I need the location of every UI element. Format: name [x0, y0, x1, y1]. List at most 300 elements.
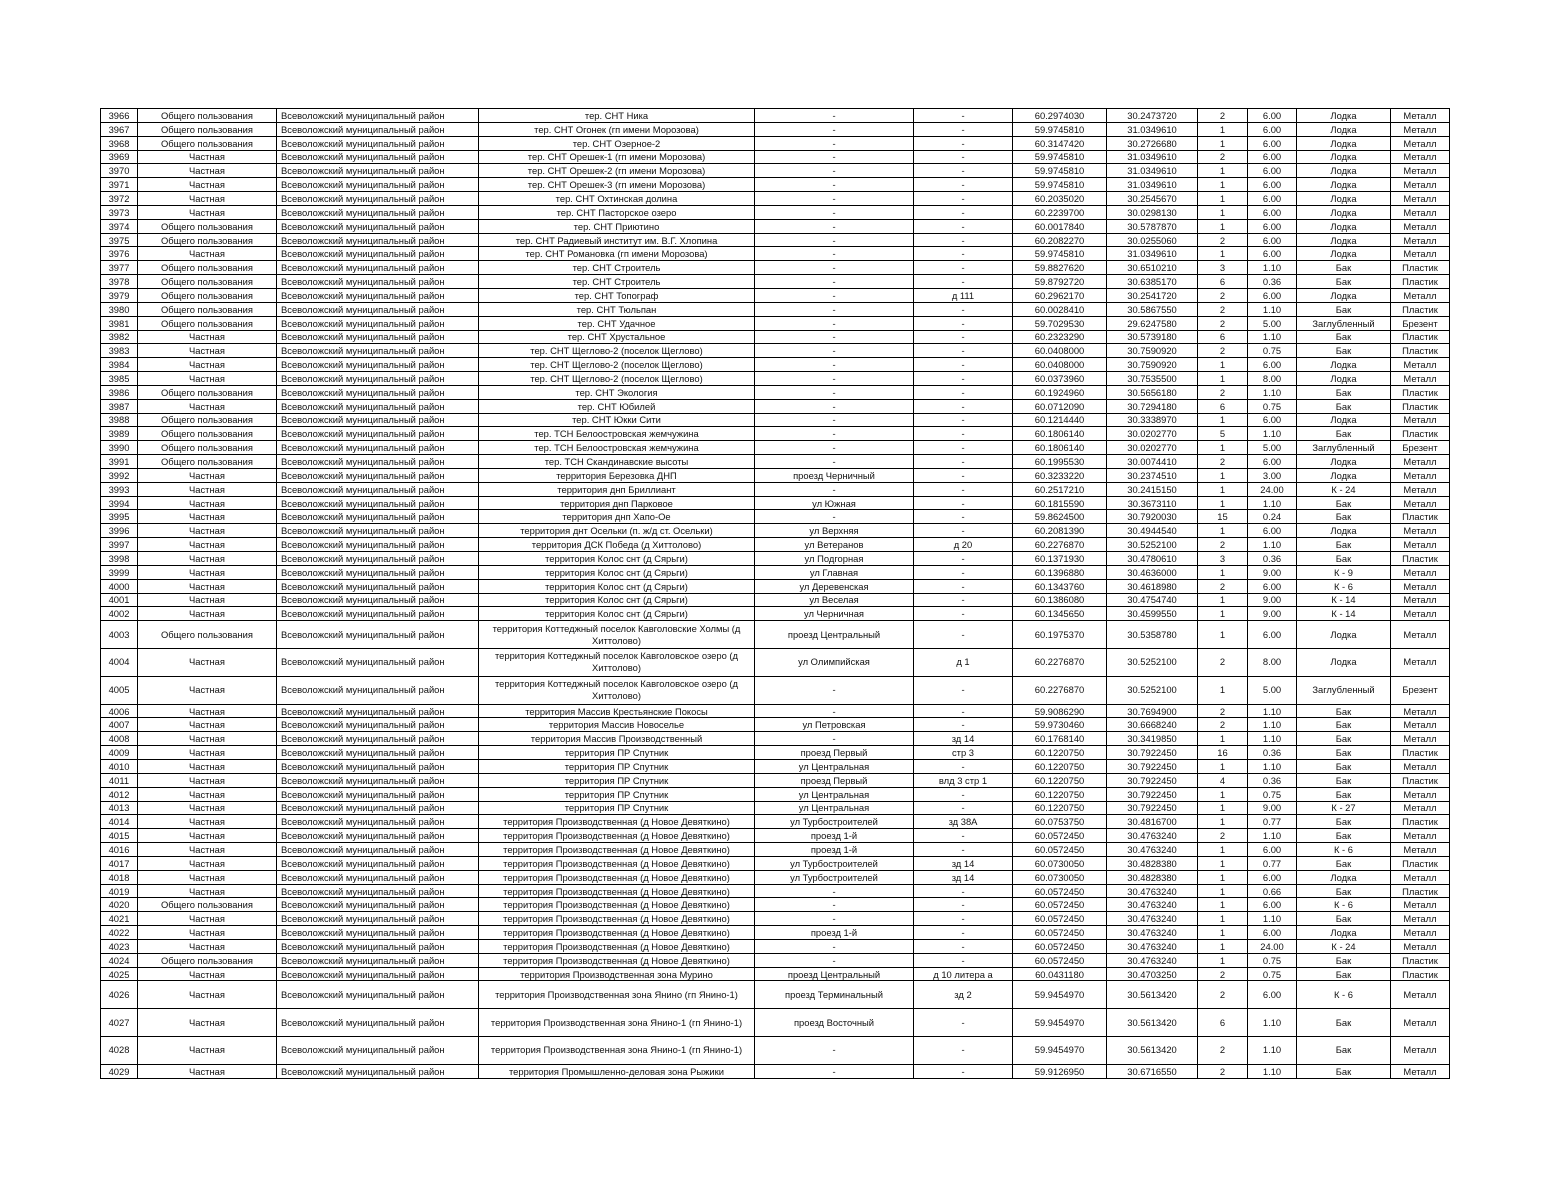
cell-longitude: 30.4763240 [1107, 884, 1198, 898]
cell-material: Металл [1391, 912, 1450, 926]
cell-building: - [914, 205, 1013, 219]
cell-volume: 1.10 [1248, 1064, 1297, 1078]
cell-container-type: Лодка [1297, 247, 1391, 261]
cell-district: Всеволожский муниципальный район [277, 843, 479, 857]
cell-longitude: 30.7590920 [1107, 358, 1198, 372]
cell-building: - [914, 164, 1013, 178]
table-row [101, 164, 1450, 178]
cell-container-type: Лодка [1297, 136, 1391, 150]
cell-longitude: 30.4828380 [1107, 856, 1198, 870]
cell-volume: 1.10 [1248, 718, 1297, 732]
cell-territory: территория ПР Спутник [479, 773, 755, 787]
cell-territory: территория Производственная (д Новое Девяткино) [479, 843, 755, 857]
cell-material: Пластик [1391, 773, 1450, 787]
cell-territory: территория ПР Спутник [479, 787, 755, 801]
cell-district: Всеволожский муниципальный район [277, 926, 479, 940]
cell-material: Металл [1391, 870, 1450, 884]
cell-latitude: 60.0572450 [1013, 884, 1107, 898]
cell-district: Всеволожский муниципальный район [277, 967, 479, 981]
cell-container-count: 2 [1198, 579, 1248, 593]
cell-latitude: 59.9745810 [1013, 122, 1107, 136]
table-row [101, 413, 1450, 427]
cell-building: - [914, 302, 1013, 316]
cell-ownership: Частная [138, 150, 277, 164]
table-row [101, 773, 1450, 787]
cell-latitude: 60.0572450 [1013, 829, 1107, 843]
table-row [101, 385, 1450, 399]
cell-street: - [755, 233, 914, 247]
table-row [101, 967, 1450, 981]
cell-street: - [755, 385, 914, 399]
cell-container-count: 1 [1198, 413, 1248, 427]
cell-container-count: 1 [1198, 732, 1248, 746]
cell-container-count: 6 [1198, 275, 1248, 289]
cell-latitude: 60.2276870 [1013, 538, 1107, 552]
table-row [101, 939, 1450, 953]
cell-volume: 5.00 [1248, 676, 1297, 704]
cell-volume: 6.00 [1248, 247, 1297, 261]
cell-latitude: 60.1220750 [1013, 787, 1107, 801]
cell-building: - [914, 939, 1013, 953]
cell-ownership: Частная [138, 773, 277, 787]
cell-ownership: Частная [138, 704, 277, 718]
cell-row-number: 3993 [101, 482, 138, 496]
cell-row-number: 3985 [101, 372, 138, 386]
cell-territory: тер. СНТ Приютино [479, 219, 755, 233]
cell-district: Всеволожский муниципальный район [277, 815, 479, 829]
cell-territory: территория Производственная зона Янино-1 (гп Янино-1) [479, 1037, 755, 1065]
cell-material: Металл [1391, 496, 1450, 510]
cell-latitude: 60.1815590 [1013, 496, 1107, 510]
cell-volume: 0.24 [1248, 510, 1297, 524]
cell-container-count: 1 [1198, 219, 1248, 233]
cell-volume: 0.36 [1248, 746, 1297, 760]
cell-longitude: 30.0298130 [1107, 205, 1198, 219]
cell-material: Металл [1391, 524, 1450, 538]
cell-row-number: 4019 [101, 884, 138, 898]
cell-street: ул Турбостроителей [755, 815, 914, 829]
cell-volume: 1.10 [1248, 1037, 1297, 1065]
cell-district: Всеволожский муниципальный район [277, 884, 479, 898]
cell-district: Всеволожский муниципальный район [277, 829, 479, 843]
cell-material: Металл [1391, 413, 1450, 427]
cell-longitude: 30.5739180 [1107, 330, 1198, 344]
cell-street: - [755, 884, 914, 898]
cell-district: Всеволожский муниципальный район [277, 150, 479, 164]
table-row [101, 178, 1450, 192]
cell-district: Всеволожский муниципальный район [277, 233, 479, 247]
cell-territory: тер. СНТ Озерное-2 [479, 136, 755, 150]
cell-container-count: 2 [1198, 718, 1248, 732]
cell-volume: 1.10 [1248, 261, 1297, 275]
cell-longitude: 30.7922450 [1107, 759, 1198, 773]
table-row [101, 787, 1450, 801]
cell-container-type: Бак [1297, 1064, 1391, 1078]
cell-container-type: Бак [1297, 496, 1391, 510]
cell-longitude: 30.3338970 [1107, 413, 1198, 427]
cell-container-type: Бак [1297, 718, 1391, 732]
cell-material: Металл [1391, 219, 1450, 233]
cell-material: Металл [1391, 759, 1450, 773]
cell-territory: тер. СНТ Щеглово-2 (поселок Щеглово) [479, 372, 755, 386]
cell-territory: территория Колос снт (д Сярьги) [479, 593, 755, 607]
cell-ownership: Общего пользования [138, 441, 277, 455]
cell-district: Всеволожский муниципальный район [277, 427, 479, 441]
cell-row-number: 4018 [101, 870, 138, 884]
cell-material: Металл [1391, 164, 1450, 178]
cell-building: - [914, 953, 1013, 967]
cell-street: ул Черничная [755, 607, 914, 621]
cell-row-number: 3987 [101, 399, 138, 413]
cell-ownership: Общего пользования [138, 953, 277, 967]
cell-building: - [914, 178, 1013, 192]
cell-container-type: Лодка [1297, 178, 1391, 192]
cell-volume: 0.75 [1248, 344, 1297, 358]
table-row [101, 676, 1450, 704]
cell-district: Всеволожский муниципальный район [277, 732, 479, 746]
cell-volume: 6.00 [1248, 164, 1297, 178]
cell-container-count: 1 [1198, 178, 1248, 192]
cell-building: - [914, 109, 1013, 123]
cell-longitude: 30.4780610 [1107, 552, 1198, 566]
cell-material: Металл [1391, 801, 1450, 815]
cell-longitude: 30.4763240 [1107, 843, 1198, 857]
cell-street: - [755, 413, 914, 427]
cell-territory: территория Производственная зона Янино-1 (гп Янино-1) [479, 1009, 755, 1037]
cell-building: - [914, 704, 1013, 718]
cell-district: Всеволожский муниципальный район [277, 898, 479, 912]
cell-building: - [914, 468, 1013, 482]
cell-street: - [755, 732, 914, 746]
cell-street: - [755, 676, 914, 704]
cell-district: Всеволожский муниципальный район [277, 455, 479, 469]
cell-container-type: Лодка [1297, 621, 1391, 649]
cell-container-type: Бак [1297, 427, 1391, 441]
table-row [101, 261, 1450, 275]
cell-street: ул Петровская [755, 718, 914, 732]
cell-building: зд 14 [914, 856, 1013, 870]
table-row [101, 593, 1450, 607]
cell-volume: 24.00 [1248, 939, 1297, 953]
cell-longitude: 30.4636000 [1107, 565, 1198, 579]
cell-material: Металл [1391, 372, 1450, 386]
cell-longitude: 30.4944540 [1107, 524, 1198, 538]
cell-latitude: 59.9745810 [1013, 150, 1107, 164]
cell-territory: территория Колос снт (д Сярьги) [479, 565, 755, 579]
cell-row-number: 3994 [101, 496, 138, 510]
document-page [100, 108, 1449, 1079]
cell-building: - [914, 718, 1013, 732]
cell-district: Всеволожский муниципальный район [277, 787, 479, 801]
cell-latitude: 60.1768140 [1013, 732, 1107, 746]
cell-district: Всеволожский муниципальный район [277, 856, 479, 870]
cell-latitude: 60.2323290 [1013, 330, 1107, 344]
table-row [101, 468, 1450, 482]
cell-material: Металл [1391, 981, 1450, 1009]
cell-district: Всеволожский муниципальный район [277, 552, 479, 566]
cell-latitude: 60.0753750 [1013, 815, 1107, 829]
cell-district: Всеволожский муниципальный район [277, 344, 479, 358]
cell-ownership: Общего пользования [138, 427, 277, 441]
cell-ownership: Общего пользования [138, 898, 277, 912]
cell-street: - [755, 316, 914, 330]
cell-container-count: 2 [1198, 385, 1248, 399]
cell-territory: тер. ТСН Белоостровская жемчужина [479, 427, 755, 441]
cell-district: Всеволожский муниципальный район [277, 372, 479, 386]
cell-latitude: 59.9745810 [1013, 164, 1107, 178]
cell-district: Всеволожский муниципальный район [277, 704, 479, 718]
cell-volume: 6.00 [1248, 898, 1297, 912]
cell-row-number: 3973 [101, 205, 138, 219]
cell-territory: территория Массив Новоселье [479, 718, 755, 732]
cell-street: ул Центральная [755, 759, 914, 773]
cell-longitude: 30.6510210 [1107, 261, 1198, 275]
cell-container-type: Бак [1297, 344, 1391, 358]
cell-row-number: 4017 [101, 856, 138, 870]
cell-container-count: 3 [1198, 552, 1248, 566]
cell-building: - [914, 358, 1013, 372]
cell-territory: территория Производственная (д Новое Девяткино) [479, 884, 755, 898]
cell-container-type: Лодка [1297, 649, 1391, 677]
cell-longitude: 30.4828380 [1107, 870, 1198, 884]
cell-longitude: 30.6385170 [1107, 275, 1198, 289]
cell-territory: территория Производственная (д Новое Девяткино) [479, 898, 755, 912]
cell-latitude: 59.9730460 [1013, 718, 1107, 732]
cell-material: Металл [1391, 787, 1450, 801]
cell-district: Всеволожский муниципальный район [277, 205, 479, 219]
table-row [101, 718, 1450, 732]
cell-material: Металл [1391, 178, 1450, 192]
cell-container-type: Бак [1297, 787, 1391, 801]
cell-latitude: 60.1806140 [1013, 441, 1107, 455]
cell-ownership: Частная [138, 1037, 277, 1065]
cell-latitude: 60.0572450 [1013, 926, 1107, 940]
cell-latitude: 60.1924960 [1013, 385, 1107, 399]
cell-street: - [755, 358, 914, 372]
cell-building: - [914, 843, 1013, 857]
cell-street: ул Верхняя [755, 524, 914, 538]
table-row [101, 1064, 1450, 1078]
cell-row-number: 4029 [101, 1064, 138, 1078]
cell-street: проезд 1-й [755, 926, 914, 940]
cell-territory: территория Производственная (д Новое Девяткино) [479, 856, 755, 870]
table-row [101, 538, 1450, 552]
cell-container-type: Бак [1297, 302, 1391, 316]
cell-territory: территория ПР Спутник [479, 759, 755, 773]
cell-container-count: 1 [1198, 122, 1248, 136]
cell-container-count: 2 [1198, 981, 1248, 1009]
cell-street: проезд Первый [755, 773, 914, 787]
cell-row-number: 4008 [101, 732, 138, 746]
table-row [101, 344, 1450, 358]
cell-row-number: 4015 [101, 829, 138, 843]
cell-territory: тер. СНТ Радиевый институт им. В.Г. Хлопина [479, 233, 755, 247]
cell-container-count: 1 [1198, 372, 1248, 386]
cell-longitude: 30.5656180 [1107, 385, 1198, 399]
cell-material: Пластик [1391, 953, 1450, 967]
cell-building: - [914, 441, 1013, 455]
cell-latitude: 60.1343760 [1013, 579, 1107, 593]
cell-container-count: 6 [1198, 1009, 1248, 1037]
cell-territory: территория Промышленно-деловая зона Рыжики [479, 1064, 755, 1078]
cell-building: зд 14 [914, 870, 1013, 884]
cell-district: Всеволожский муниципальный район [277, 621, 479, 649]
cell-material: Пластик [1391, 510, 1450, 524]
cell-material: Металл [1391, 468, 1450, 482]
cell-building: - [914, 455, 1013, 469]
cell-volume: 1.10 [1248, 1009, 1297, 1037]
cell-building: - [914, 136, 1013, 150]
cell-row-number: 4025 [101, 967, 138, 981]
cell-territory: территория Массив Крестьянские Покосы [479, 704, 755, 718]
cell-container-count: 1 [1198, 247, 1248, 261]
cell-street: - [755, 192, 914, 206]
cell-material: Металл [1391, 843, 1450, 857]
cell-container-count: 2 [1198, 109, 1248, 123]
cell-row-number: 3972 [101, 192, 138, 206]
table-row [101, 302, 1450, 316]
cell-longitude: 30.7922450 [1107, 746, 1198, 760]
cell-district: Всеволожский муниципальный район [277, 247, 479, 261]
cell-street: проезд Черничный [755, 468, 914, 482]
cell-longitude: 30.4703250 [1107, 967, 1198, 981]
cell-building: - [914, 926, 1013, 940]
cell-territory: тер. СНТ Романовка (гп имени Морозова) [479, 247, 755, 261]
cell-building: - [914, 385, 1013, 399]
cell-street: ул Турбостроителей [755, 856, 914, 870]
cell-latitude: 60.1345650 [1013, 607, 1107, 621]
cell-building: - [914, 801, 1013, 815]
cell-street: проезд 1-й [755, 843, 914, 857]
table-row [101, 496, 1450, 510]
cell-container-count: 1 [1198, 926, 1248, 940]
cell-container-type: Заглубленный [1297, 316, 1391, 330]
cell-building: - [914, 593, 1013, 607]
cell-volume: 6.00 [1248, 524, 1297, 538]
table-row [101, 510, 1450, 524]
cell-latitude: 60.1995530 [1013, 455, 1107, 469]
cell-container-count: 2 [1198, 302, 1248, 316]
cell-territory: тер. СНТ Щеглово-2 (поселок Щеглово) [479, 358, 755, 372]
cell-district: Всеволожский муниципальный район [277, 413, 479, 427]
cell-building: - [914, 247, 1013, 261]
cell-volume: 6.00 [1248, 413, 1297, 427]
cell-longitude: 31.0349610 [1107, 150, 1198, 164]
cell-container-type: К - 6 [1297, 898, 1391, 912]
cell-latitude: 59.9454970 [1013, 1037, 1107, 1065]
cell-latitude: 59.8624500 [1013, 510, 1107, 524]
cell-ownership: Частная [138, 912, 277, 926]
cell-territory: территория Производственная (д Новое Девяткино) [479, 926, 755, 940]
cell-container-type: Бак [1297, 510, 1391, 524]
cell-container-type: Бак [1297, 385, 1391, 399]
cell-territory: тер. СНТ Строитель [479, 261, 755, 275]
cell-district: Всеволожский муниципальный район [277, 773, 479, 787]
registry-table [100, 108, 1450, 1079]
cell-territory: территория Колос снт (д Сярьги) [479, 579, 755, 593]
cell-volume: 1.10 [1248, 302, 1297, 316]
cell-ownership: Частная [138, 344, 277, 358]
cell-longitude: 31.0349610 [1107, 122, 1198, 136]
cell-longitude: 30.5252100 [1107, 538, 1198, 552]
cell-territory: тер. СНТ Хрустальное [479, 330, 755, 344]
cell-longitude: 30.5252100 [1107, 649, 1198, 677]
cell-container-type: Бак [1297, 967, 1391, 981]
cell-ownership: Общего пользования [138, 109, 277, 123]
cell-container-count: 1 [1198, 607, 1248, 621]
cell-ownership: Частная [138, 205, 277, 219]
cell-volume: 24.00 [1248, 482, 1297, 496]
cell-volume: 8.00 [1248, 372, 1297, 386]
cell-latitude: 60.1220750 [1013, 801, 1107, 815]
cell-container-type: Бак [1297, 261, 1391, 275]
cell-material: Брезент [1391, 676, 1450, 704]
table-row [101, 565, 1450, 579]
cell-row-number: 3986 [101, 385, 138, 399]
cell-material: Металл [1391, 607, 1450, 621]
cell-volume: 0.66 [1248, 884, 1297, 898]
cell-latitude: 60.2239700 [1013, 205, 1107, 219]
cell-street: ул Центральная [755, 801, 914, 815]
cell-container-count: 1 [1198, 843, 1248, 857]
cell-row-number: 3968 [101, 136, 138, 150]
cell-building: - [914, 316, 1013, 330]
cell-container-count: 1 [1198, 593, 1248, 607]
cell-ownership: Частная [138, 510, 277, 524]
cell-container-type: Бак [1297, 856, 1391, 870]
cell-latitude: 60.1220750 [1013, 746, 1107, 760]
cell-material: Металл [1391, 926, 1450, 940]
cell-material: Металл [1391, 1037, 1450, 1065]
cell-ownership: Частная [138, 967, 277, 981]
cell-container-type: Лодка [1297, 468, 1391, 482]
cell-building: - [914, 676, 1013, 704]
cell-ownership: Частная [138, 829, 277, 843]
cell-ownership: Частная [138, 870, 277, 884]
cell-row-number: 3970 [101, 164, 138, 178]
cell-volume: 0.77 [1248, 815, 1297, 829]
cell-container-count: 2 [1198, 233, 1248, 247]
table-row [101, 288, 1450, 302]
cell-container-type: К - 6 [1297, 981, 1391, 1009]
cell-building: - [914, 552, 1013, 566]
cell-longitude: 31.0349610 [1107, 178, 1198, 192]
cell-street: - [755, 510, 914, 524]
cell-container-count: 15 [1198, 510, 1248, 524]
cell-building: - [914, 565, 1013, 579]
cell-longitude: 30.4618980 [1107, 579, 1198, 593]
cell-material: Металл [1391, 288, 1450, 302]
cell-ownership: Общего пользования [138, 219, 277, 233]
cell-district: Всеволожский муниципальный район [277, 385, 479, 399]
cell-volume: 9.00 [1248, 565, 1297, 579]
cell-latitude: 60.2276870 [1013, 676, 1107, 704]
cell-district: Всеволожский муниципальный район [277, 1064, 479, 1078]
cell-territory: территория Массив Производственный [479, 732, 755, 746]
cell-street: - [755, 1037, 914, 1065]
cell-territory: территория днп Хапо-Ое [479, 510, 755, 524]
cell-street: - [755, 482, 914, 496]
cell-street: проезд Терминальный [755, 981, 914, 1009]
cell-material: Металл [1391, 122, 1450, 136]
cell-longitude: 30.0255060 [1107, 233, 1198, 247]
cell-street: ул Главная [755, 565, 914, 579]
cell-latitude: 60.1371930 [1013, 552, 1107, 566]
cell-longitude: 30.7922450 [1107, 773, 1198, 787]
cell-row-number: 4007 [101, 718, 138, 732]
cell-container-count: 1 [1198, 759, 1248, 773]
cell-territory: территория Производственная (д Новое Девяткино) [479, 939, 755, 953]
